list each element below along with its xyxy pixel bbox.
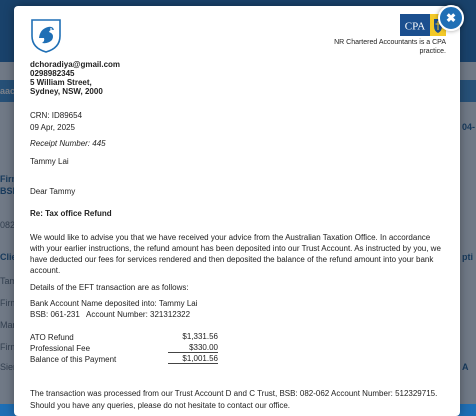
contact-street: 5 William Street, <box>30 78 92 87</box>
trust-account-note: The transaction was processed from our Trust Account D and C Trust, BSB: 082-062 Account Number: 512329715. <box>30 389 438 398</box>
professional-fee-label: Professional Fee <box>30 344 91 353</box>
bsb-number: BSB: 061-231 <box>30 310 80 319</box>
contact-note: Should you have any queries, please do not hesitate to contact our office. <box>30 401 291 410</box>
ato-refund-amount: $1,331.56 <box>182 332 218 341</box>
cpa-practice-note: NR Chartered Accountants is a CPA practice. <box>334 39 446 55</box>
cpa-badge-text: CPA <box>404 20 426 33</box>
contact-phone: 0298982345 <box>30 69 75 78</box>
contact-email: dchoradiya@gmail.com <box>30 60 121 69</box>
letter-date: 09 Apr, 2025 <box>30 123 75 132</box>
recipient-name: Tammy Lai <box>30 157 69 166</box>
receipt-number: Receipt Number: 445 <box>30 139 106 148</box>
letter-subject: Re: Tax office Refund <box>30 209 112 218</box>
close-button[interactable]: ✖ <box>438 5 464 31</box>
professional-fee-amount: $330.00 <box>168 343 218 353</box>
balance-label: Balance of this Payment <box>30 355 117 364</box>
account-number: Account Number: 321312322 <box>86 310 191 319</box>
bank-account-name: Bank Account Name deposited into: Tammy Lai <box>30 299 198 308</box>
contact-city: Sydney, NSW, 2000 <box>30 87 103 96</box>
ato-refund-label: ATO Refund <box>30 333 74 342</box>
letter-body: We would like to advise you that we have received your advice from the Australian Taxation Office. In accordance with your earlier instructions, the refund amount has been deposited into our Trust Account. As instructed by you, we have deducted our fees for services rendered and then deposited the balance of the refund amount into your bank account. <box>30 233 441 275</box>
firm-logo-icon <box>28 16 64 54</box>
salutation: Dear Tammy <box>30 187 76 196</box>
receipt-modal <box>14 6 460 416</box>
crn: CRN: ID89654 <box>30 111 83 120</box>
balance-amount: $1,001.56 <box>168 354 218 364</box>
eft-intro: Details of the EFT transaction are as follows: <box>30 283 189 292</box>
